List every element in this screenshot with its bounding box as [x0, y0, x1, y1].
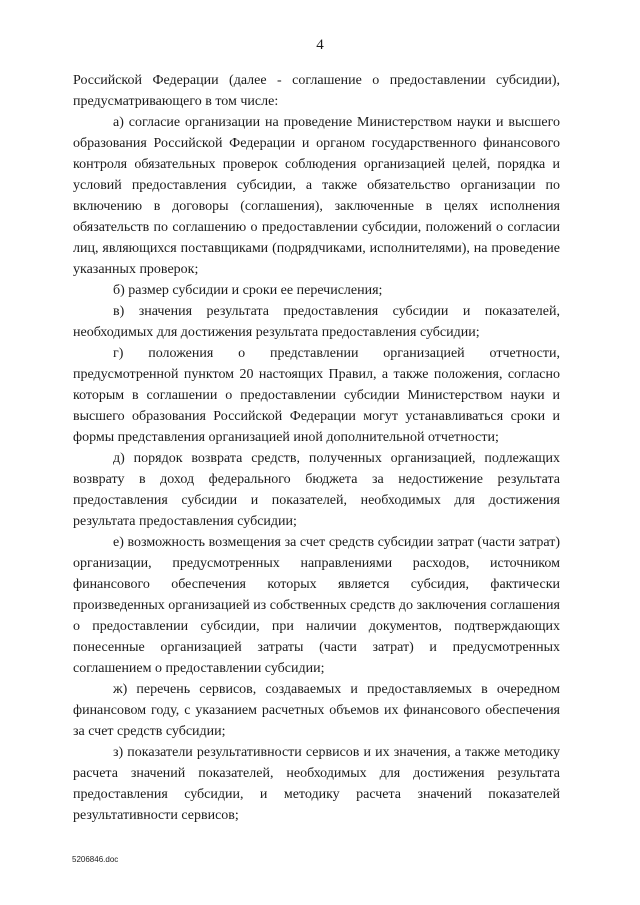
paragraph-item-e: е) возможность возмещения за счет средств субсидии затрат (части затрат) организации, предусмотренных направлениями расходов, источником финансового обеспечения которых является субсидия, фактически произведенных организацией из собственных средств до заключения соглашения о предоставлении субсидии, при наличии документов, подтверждающих понесенные организацией затраты (части затрат) и предусмотренных соглашением о предоставлении субсидии; — [73, 535, 560, 676]
paragraph-item-a: а) согласие организации на проведение Министерством науки и высшего образования Российской Федерации и органом государственного финансового контроля обязательных проверок соблюдения организацией целей, порядка и условий предоставления субсидии, а также обязательство организации по включению в договоры (соглашения), заключенные в целях исполнения обязательств по соглашению о предоставлении субсидии, положений о согласии лиц, являющихся поставщиками (подрядчиками, исполнителями), на проведение указанных проверок; — [73, 115, 560, 277]
document-body — [73, 70, 560, 826]
paragraph-item-zh: ж) перечень сервисов, создаваемых и предоставляемых в очередном финансовом году, с указанием расчетных объемов их финансового обеспечения за счет средств субсидии; — [73, 682, 560, 739]
paragraph-item-d: д) порядок возврата средств, полученных организацией, подлежащих возврату в доход федерального бюджета за недостижение результата предоставления субсидии и показателей, необходимых для достижения результата предоставления субсидии; — [73, 451, 560, 529]
footer-filename: 5206846.doc — [72, 855, 119, 864]
paragraph-item-g: г) положения о представлении организацией отчетности, предусмотренной пунктом 20 настоящих Правил, а также положения, согласно которым в соглашении о предоставлении субсидии Министерством науки и высшего образования Российской Федерации могут устанавливаться сроки и формы представления организацией иной дополнительной отчетности; — [73, 346, 560, 445]
paragraph-item-v: в) значения результата предоставления субсидии и показателей, необходимых для достижения результата предоставления субсидии; — [73, 304, 560, 340]
page-number: 4 — [316, 37, 324, 53]
paragraph-item-z: з) показатели результативности сервисов и их значения, а также методику расчета значений показателей, необходимых для достижения результата предоставления субсидии, и методику расчета значений показателей результативности сервисов; — [73, 745, 560, 823]
paragraph-item-b: б) размер субсидии и сроки ее перечисления; — [113, 283, 383, 298]
paragraph-continuation: Российской Федерации (далее - соглашение о предоставлении субсидии), предусматривающего в том числе: — [73, 73, 560, 109]
